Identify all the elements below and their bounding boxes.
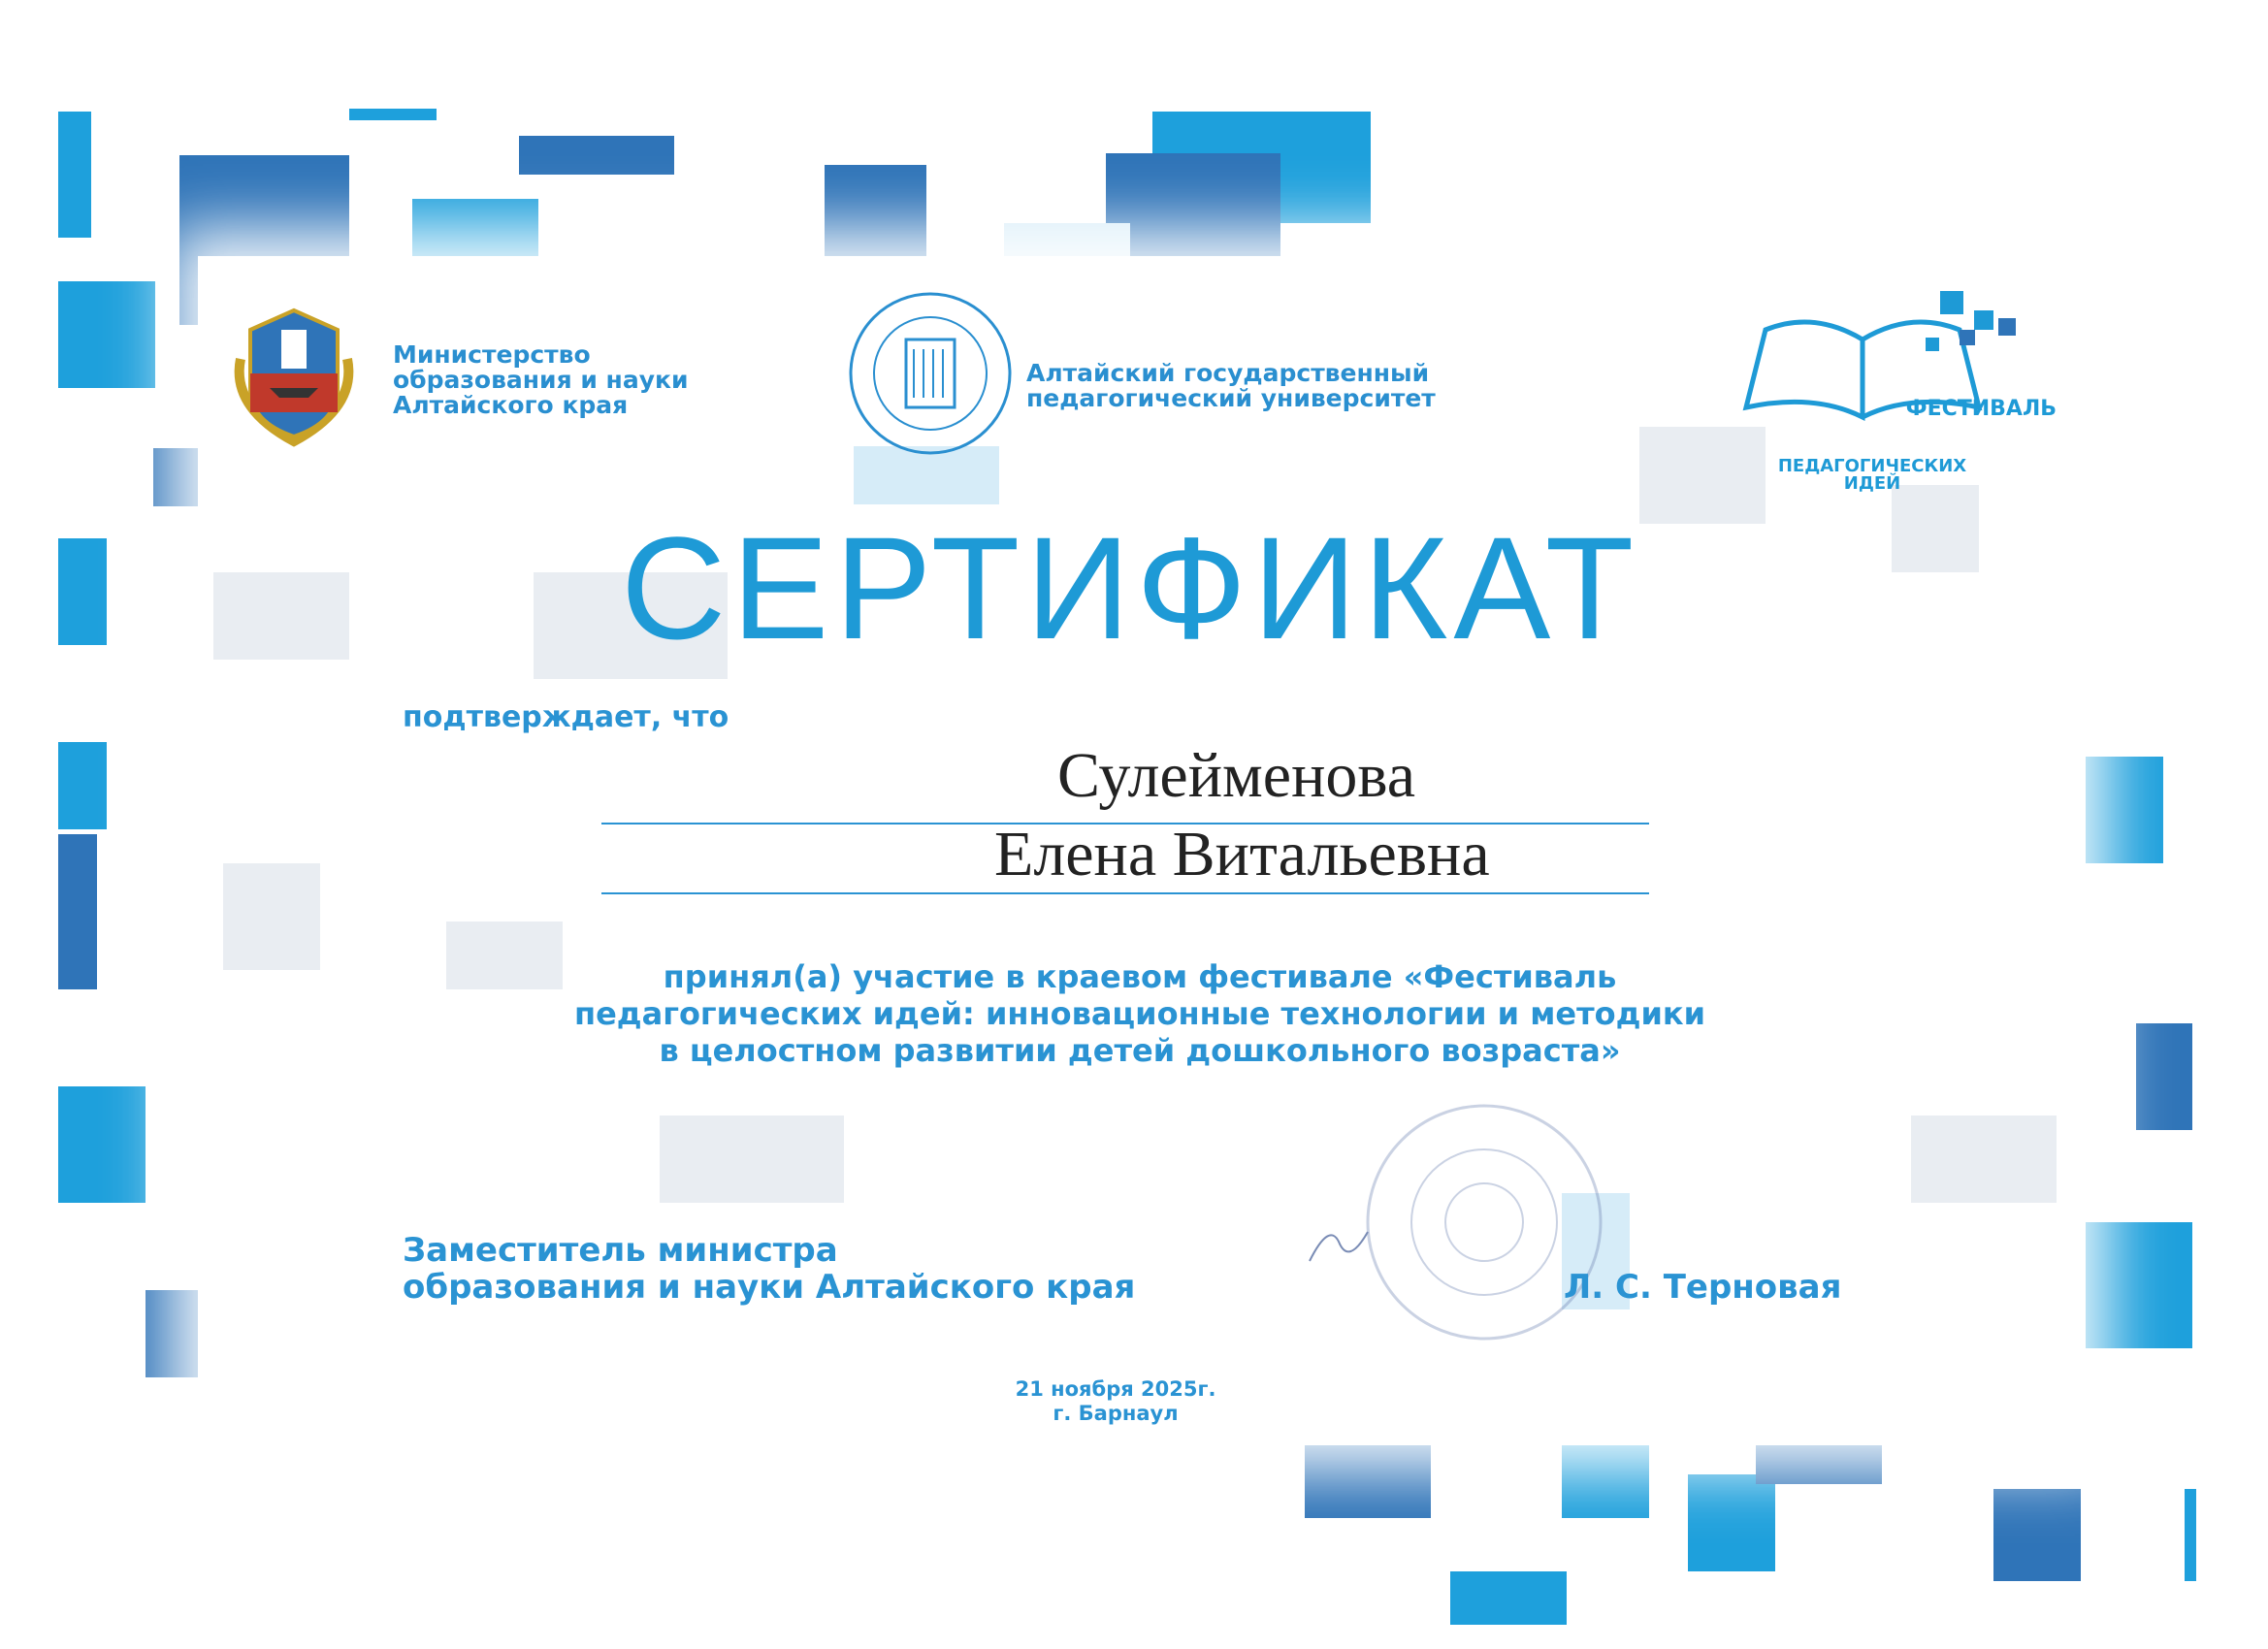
recipient-surname: Сулейменова xyxy=(1057,740,1415,811)
festival-label: ФЕСТИВАЛЬ xyxy=(1905,397,2057,421)
ministry-name: Министерство образования и науки Алтайского края xyxy=(393,340,689,419)
university-name: Алтайский государственный педагогический университет xyxy=(1026,359,1436,412)
signature-mark xyxy=(1300,1212,1377,1271)
official-stamp xyxy=(1358,1096,1610,1348)
signer-position: Заместитель министра образования и науки Алтайского края xyxy=(403,1231,1136,1307)
festival-subtitle: ПЕДАГОГИЧЕСКИХ ИДЕЙ xyxy=(1777,456,1967,494)
given-name-underline xyxy=(601,892,1649,894)
recipient-given-name: Елена Витальевна xyxy=(994,819,1490,889)
certificate-title: СЕРТИФИКАТ xyxy=(621,506,1640,669)
ministry-emblem xyxy=(221,291,367,451)
issue-date-place: 21 ноября 2025г. г. Барнаул xyxy=(1015,1377,1216,1425)
participation-text: принял(а) участие в краевом фестивале «Фестиваль педагогических идей: инновационные технологии и методики в целостном развитии детей дошкольного возраста» xyxy=(573,958,1706,1069)
signer-name: Л. С. Терновая xyxy=(1564,1268,1842,1307)
confirms-text: подтверждает, что xyxy=(403,700,729,734)
university-seal xyxy=(846,289,1016,459)
